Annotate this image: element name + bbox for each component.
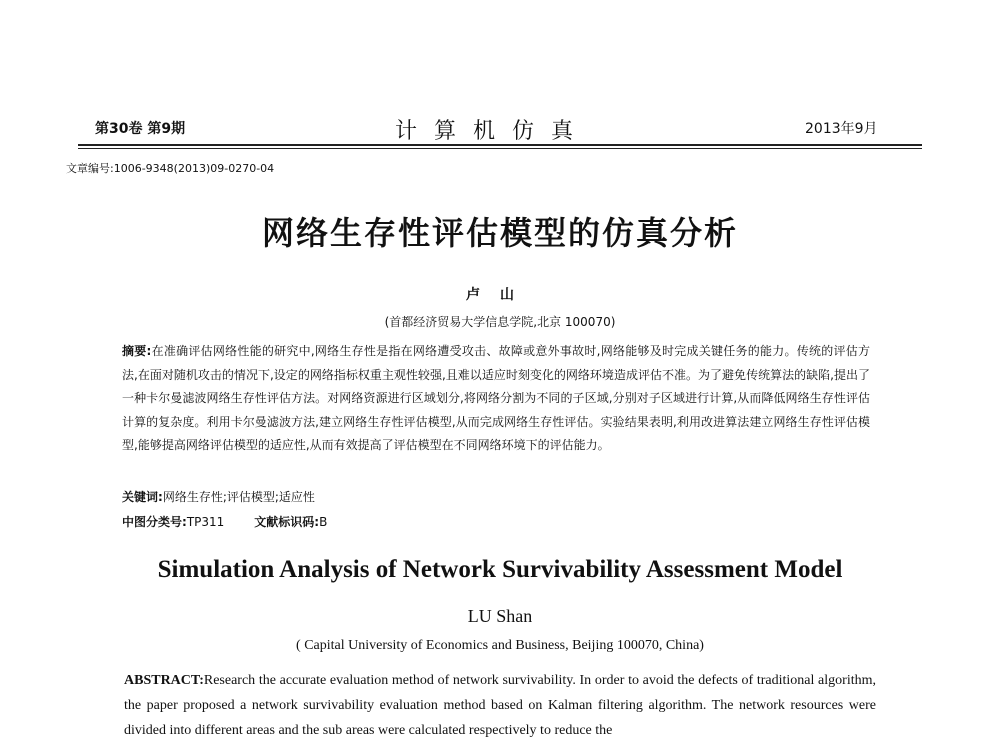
abstract-chinese: [122, 340, 870, 458]
journal-volume-issue: 第30卷 第9期: [95, 121, 186, 137]
abstract-chinese-text: 在准确评估网络性能的研究中,网络生存性是指在网络遭受攻击、故障或意外事故时,网络能够及时完成关键任务的能力。传统的评估方法,在面对随机攻击的情况下,设定的网络指标权重主观性较强,且难以适应时刻变化的网络环境造成评估不准。为了避免传统算法的缺陷,提出了一种卡尔曼滤波网络生存性评估方法。对网络资源进行区域划分,将网络分割为不同的子区域,分别对子区域进行计算,从而降低网络生存性评估计算的复杂度。利用卡尔曼滤波方法,建立网络生存性评估模型,从而完成网络生存性评估。实验结果表明,利用改进算法建立网络生存性评估模型,能够提高网络评估模型的适应性,从而有效提高了评估模型在不同网络环境下的评估能力。: [122, 344, 870, 453]
header-rule-thin: [78, 148, 922, 149]
author-chinese: 卢山: [466, 287, 534, 303]
author-english: LU Shan: [467, 606, 533, 626]
journal-date: 2013年9月: [805, 121, 878, 137]
abstract-english-label: ABSTRACT:: [124, 673, 204, 688]
classification-line: [122, 513, 327, 530]
keywords-text: 网络生存性;评估模型;适应性: [162, 490, 315, 504]
doc-code-value: B: [319, 515, 328, 529]
keywords-label: 关键词:: [122, 490, 163, 504]
keywords-chinese: [122, 488, 315, 505]
affiliation-english: ( Capital University of Economics and Business, Beijing 100070, China): [296, 638, 704, 653]
header-rule-thick: [78, 144, 922, 146]
abstract-english-text: Research the accurate evaluation method of network survivability. In order to avoid the defects of traditional algorithm, the paper proposed a network survivability evaluation method based on Kalman filtering algorithm. The network resources were divided into different areas and the sub areas were calculated respectively to reduce the: [124, 673, 876, 738]
title-chinese: 网络生存性评估模型的仿真分析: [261, 214, 738, 252]
abstract-chinese-label: 摘要:: [122, 344, 152, 358]
journal-name: 计算机仿真: [395, 119, 591, 144]
article-number: 文章编号:1006-9348(2013)09-0270-04: [66, 162, 275, 175]
title-english: Simulation Analysis of Network Survivability Assessment Model: [157, 556, 843, 583]
affiliation-chinese: (首都经济贸易大学信息学院,北京 100070): [384, 315, 616, 329]
clc-label: 中图分类号:: [122, 515, 187, 529]
abstract-english: [124, 668, 876, 743]
doc-code-label: 文献标识码:: [254, 515, 320, 529]
clc-value: TP311: [186, 515, 225, 529]
